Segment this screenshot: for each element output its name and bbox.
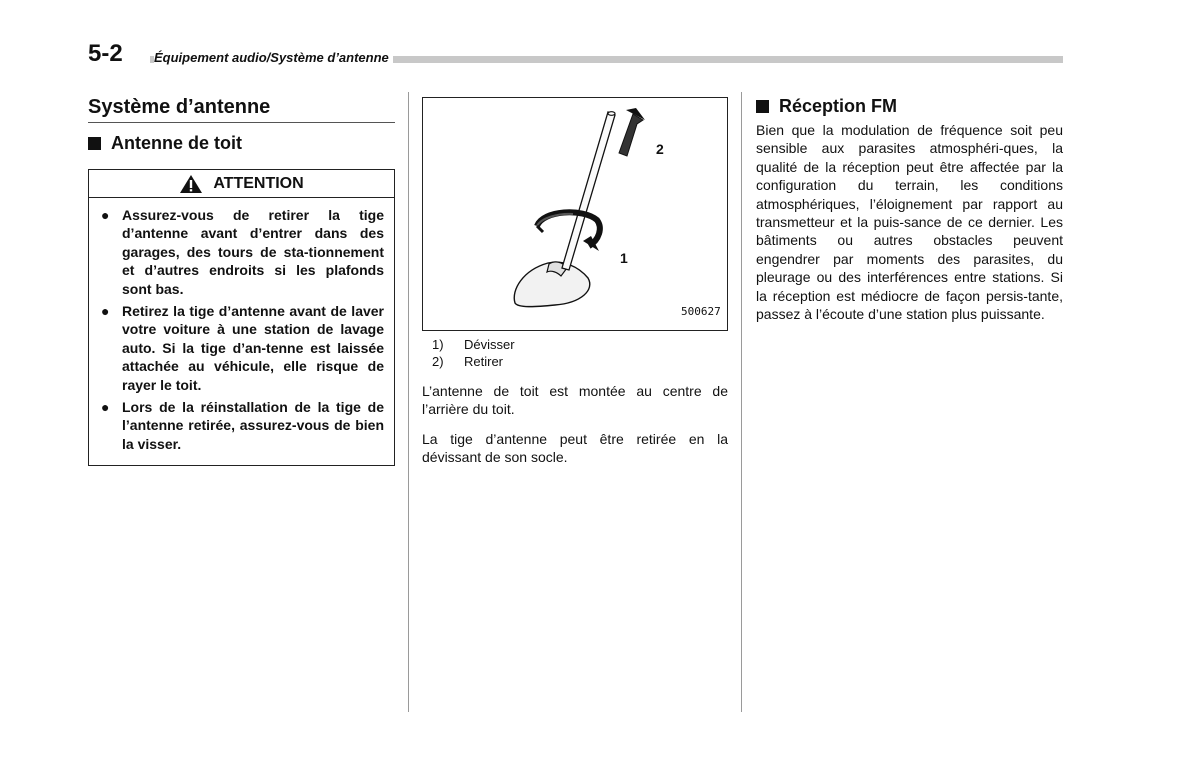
list-item: ● Lors de la réinstallation de la tige de l’antenne retirée, assurez-vous de bien la visser.: [101, 399, 384, 452]
attention-label: ATTENTION: [213, 174, 304, 192]
square-bullet-icon: [88, 137, 101, 150]
figure-captions: [422, 336, 728, 370]
bullet-icon: ●: [101, 207, 110, 223]
figure-label-1: 1: [620, 250, 628, 266]
attention-box: [88, 169, 395, 466]
column-middle: [422, 97, 728, 467]
list-item: ● Assurez-vous de retirer la tige d’antenne avant d’entrer dans des garages, des tours de sta-tionnement et d’autres endroits si les plafonds sont bas.: [101, 207, 384, 297]
page-number: 5-2: [88, 40, 123, 67]
square-bullet-icon: [756, 100, 769, 113]
subheading-text: Réception FM: [779, 96, 898, 116]
antenna-illustration: [422, 97, 728, 331]
column-divider: [408, 92, 409, 712]
subheading: [88, 131, 395, 155]
warning-triangle-icon: [179, 174, 203, 194]
subheading-text: Antenne de toit: [111, 133, 242, 153]
antenna-drawing: [423, 98, 727, 330]
bullet-icon: ●: [101, 399, 110, 416]
column-divider: [741, 92, 742, 712]
attention-list: [89, 198, 394, 465]
caption-item: 2) Retirer: [432, 354, 504, 369]
column-left: [88, 94, 395, 466]
attention-header: [89, 170, 394, 198]
column-right: [756, 94, 1063, 323]
paragraph: L’antenne de toit est montée au centre de l’arrière du toit.: [422, 383, 728, 418]
section-title: Équipement audio/Système d’antenne: [154, 50, 393, 66]
subheading: [756, 94, 1063, 118]
paragraph: Bien que la modulation de fréquence soit peu sensible aux parasites atmosphéri-ques, la qualité de la réception peut être affectée par la configuration du terrain, les conditions atmosphériques, l’éloignement par rapport au transmetteur et la puis-sance de ce dernier. Les bâtiments ou autres obstacles peuvent engendrer par moments des parasites, du pleurage ou des interférences entre stations. Si la réception est médiocre de façon persis-tante, passez à l’écoute d’une station plus puissante.: [756, 122, 1063, 323]
paragraph: La tige d’antenne peut être retirée en la dévissant de son socle.: [422, 430, 728, 466]
page-heading: Système d’antenne: [88, 94, 395, 123]
figure-code: 500627: [681, 305, 721, 318]
list-item: ● Retirez la tige d’antenne avant de laver votre voiture à une station de lavage auto. Si la tige d’an-tenne est laissée attachée au véhicule, elle risque de rayer le toit.: [101, 303, 384, 393]
caption-item: 1) Dévisser: [432, 337, 515, 352]
bullet-icon: ●: [101, 303, 110, 320]
figure-label-2: 2: [656, 141, 664, 157]
